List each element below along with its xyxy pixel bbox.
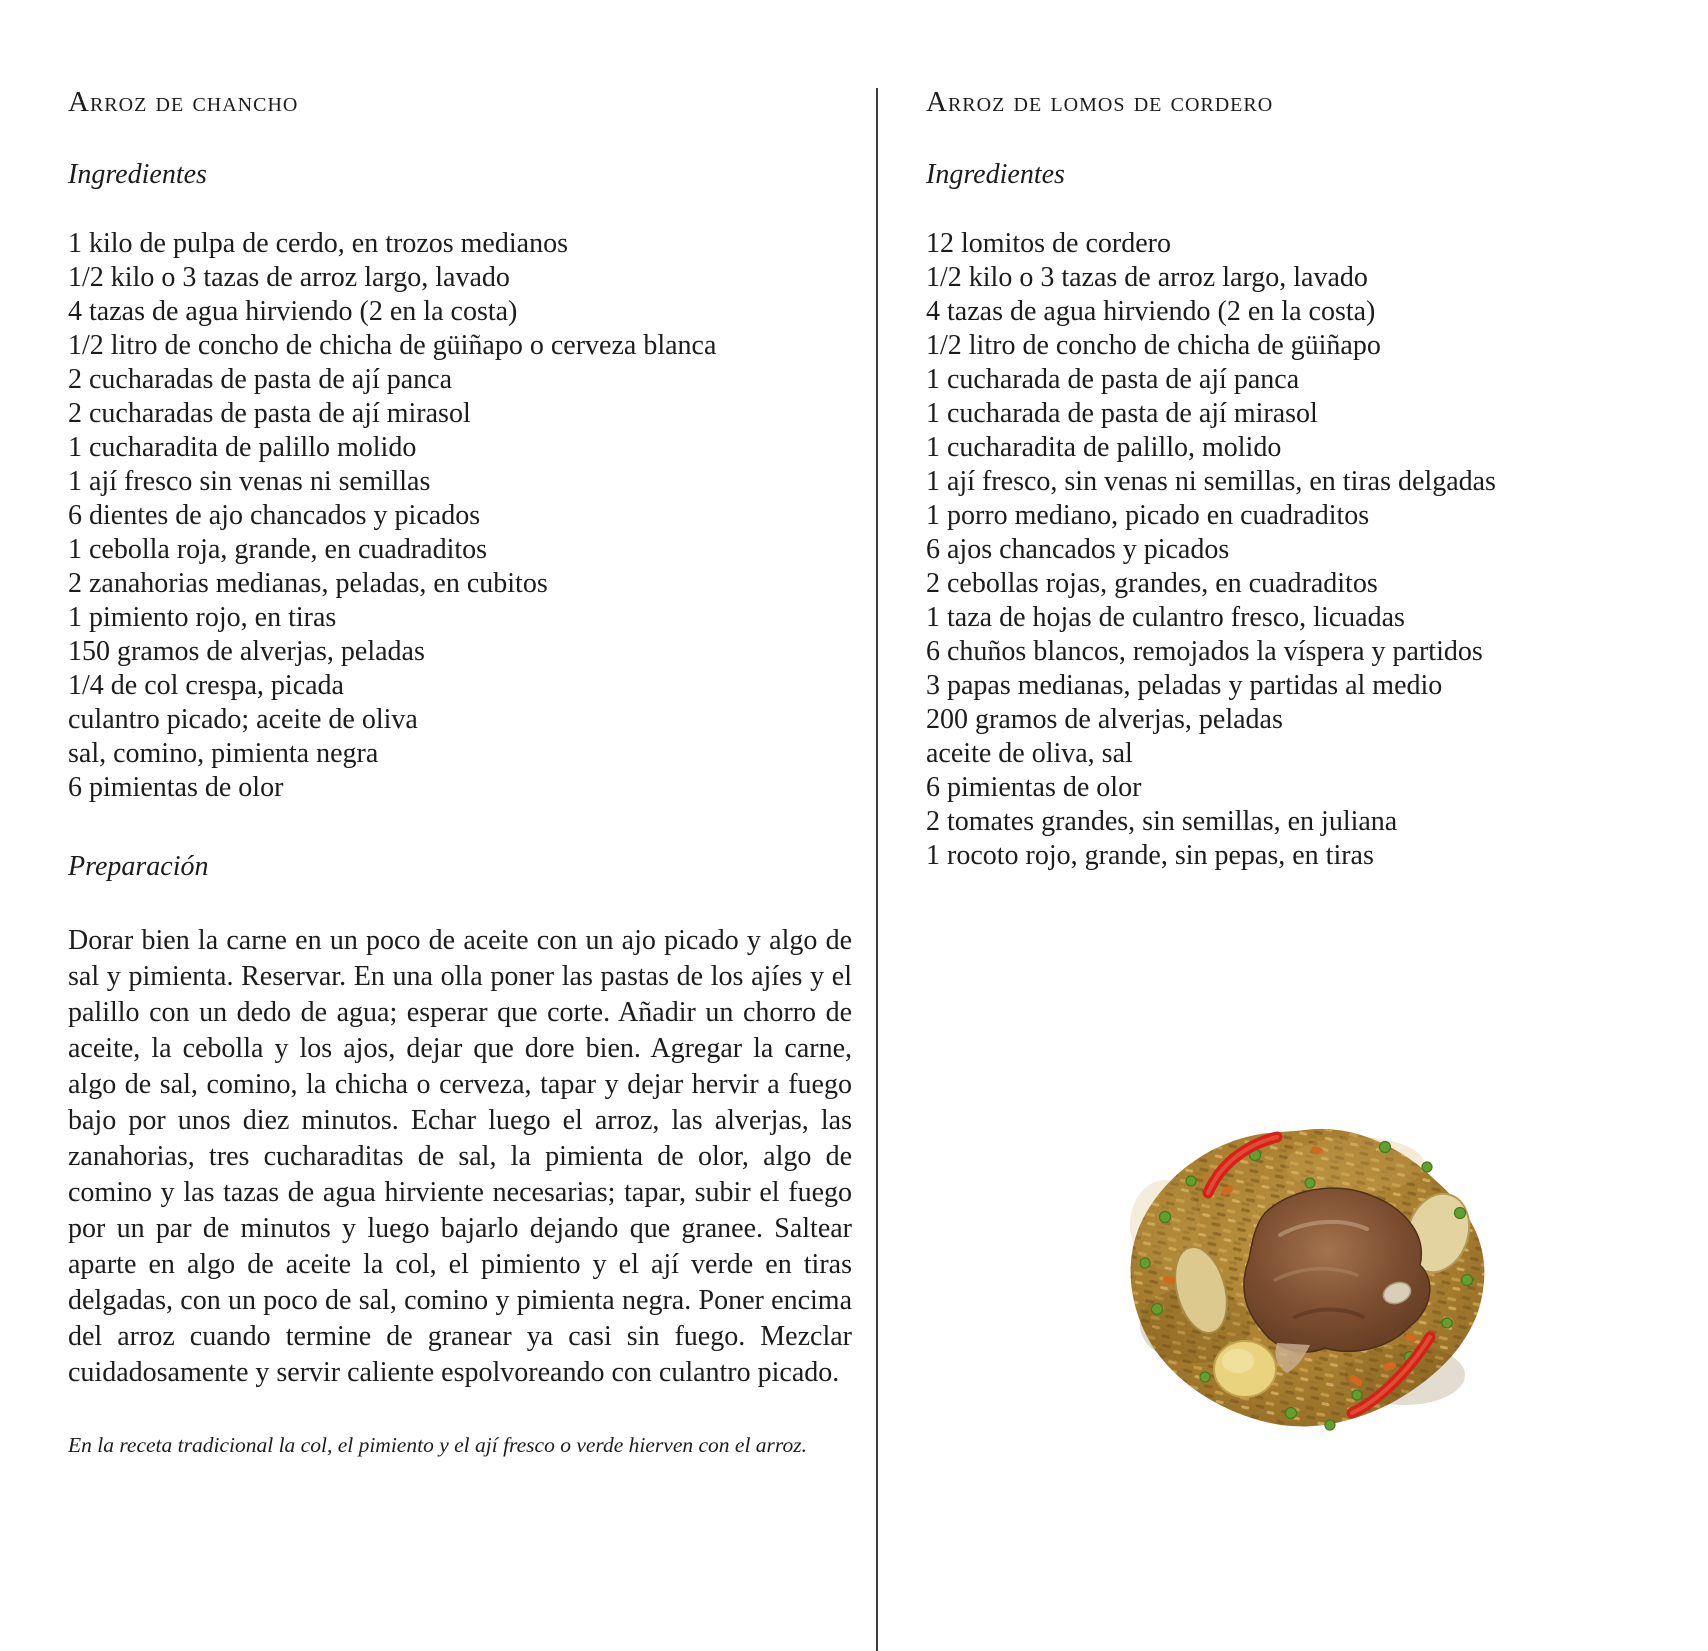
ingredient-line: 2 tomates grandes, sin semillas, en juliana: [926, 806, 1398, 837]
ingredient-line: 6 ajos chancados y picados: [926, 534, 1230, 565]
ingredient-line: 2 cebollas rojas, grandes, en cuadraditos: [926, 568, 1378, 599]
recipe-title-left: Arroz de chancho: [68, 86, 299, 118]
recipe-right: [926, 86, 1662, 873]
ingredient-line: 1 rocoto rojo, grande, sin pepas, en tiras: [926, 840, 1374, 871]
ingredients-list-right: [926, 227, 1662, 873]
ingredient-line: 1 cebolla roja, grande, en cuadraditos: [68, 534, 488, 565]
ingredient-line: 1 cucharadita de palillo molido: [68, 432, 417, 463]
column-divider: [876, 88, 878, 1651]
ingredient-line: 1 ají fresco, sin venas ni semillas, en tiras delgadas: [926, 466, 1496, 497]
ingredient-line: 1 ají fresco sin venas ni semillas: [68, 466, 431, 497]
ingredient-line: 1/4 de col crespa, picada: [68, 670, 344, 701]
ingredient-line: 2 cucharadas de pasta de ají panca: [68, 364, 453, 395]
recipe-footnote: En la receta tradicional la col, el pimiento y el ají fresco o verde hierven con el arroz.: [68, 1433, 807, 1457]
dish-photo-illustration: [1105, 1095, 1505, 1455]
ingredient-line: 4 tazas de agua hirviendo (2 en la costa): [68, 296, 518, 327]
ingredient-line: 6 chuños blancos, remojados la víspera y partidos: [926, 636, 1483, 667]
ingredient-line: 6 pimientas de olor: [68, 772, 284, 803]
ingredient-line: 12 lomitos de cordero: [926, 228, 1171, 259]
ingredients-heading-right: Ingredientes: [926, 159, 1065, 190]
ingredient-line: sal, comino, pimienta negra: [68, 738, 379, 769]
recipe-left: [68, 86, 852, 1458]
dish-photo: [1105, 1095, 1505, 1455]
ingredient-line: 1 cucharadita de palillo, molido: [926, 432, 1282, 463]
ingredient-line: aceite de oliva, sal: [926, 738, 1133, 769]
ingredient-line: 1 kilo de pulpa de cerdo, en trozos medianos: [68, 228, 568, 259]
ingredient-line: 1/2 litro de concho de chicha de güiñapo: [926, 330, 1381, 361]
ingredient-line: 1 pimiento rojo, en tiras: [68, 602, 337, 633]
ingredient-line: 1 porro mediano, picado en cuadraditos: [926, 500, 1370, 531]
ingredient-line: 3 papas medianas, peladas y partidas al medio: [926, 670, 1443, 701]
ingredients-list-left: [68, 227, 852, 805]
ingredient-line: 1/2 litro de concho de chicha de güiñapo o cerveza blanca: [68, 330, 717, 361]
preparation-heading: Preparación: [68, 851, 209, 882]
recipe-title-right: Arroz de lomos de cordero: [926, 86, 1274, 118]
preparation-text: Dorar bien la carne en un poco de aceite con un ajo picado y algo de sal y pimienta. Reservar. En una olla poner las pastas de los ajíes y el palillo con un dedo de agua; esperar que corte. Añadir un chorro de aceite, la cebolla y los ajos, dejar que dore bien. Agregar la carne, algo de sal, comino, la chicha o cerveza, tapar y dejar hervir a fuego bajo por unos diez minutos. Echar luego el arroz, las alverjas, las zanahorias, tres cucharaditas de sal, la pimienta de olor, algo de comino y las tazas de agua hirviente necesarias; tapar, subir el fuego por un par de minutos y luego bajarlo dejando que granee. Saltear aparte en algo de aceite la col, el pimiento y el ají verde en tiras delgadas, con un poco de sal, comino y pimienta negra. Poner encima del arroz cuando termine de granear ya casi sin fuego. Mezclar cuidadosamente y servir caliente espolvoreando con culantro picado.: [68, 925, 852, 1388]
ingredient-line: culantro picado; aceite de oliva: [68, 704, 418, 735]
ingredients-heading-left: Ingredientes: [68, 159, 207, 190]
ingredient-line: 200 gramos de alverjas, peladas: [926, 704, 1283, 735]
ingredient-line: 150 gramos de alverjas, peladas: [68, 636, 425, 667]
ingredient-line: 4 tazas de agua hirviendo (2 en la costa): [926, 296, 1376, 327]
ingredient-line: 1/2 kilo o 3 tazas de arroz largo, lavado: [926, 262, 1368, 293]
ingredient-line: 1 cucharada de pasta de ají panca: [926, 364, 1300, 395]
ingredient-line: 2 zanahorias medianas, peladas, en cubitos: [68, 568, 548, 599]
ingredient-line: 2 cucharadas de pasta de ají mirasol: [68, 398, 471, 429]
ingredient-line: 6 dientes de ajo chancados y picados: [68, 500, 481, 531]
ingredient-line: 1/2 kilo o 3 tazas de arroz largo, lavado: [68, 262, 510, 293]
ingredient-line: 6 pimientas de olor: [926, 772, 1142, 803]
ingredient-line: 1 cucharada de pasta de ají mirasol: [926, 398, 1318, 429]
ingredient-line: 1 taza de hojas de culantro fresco, licuadas: [926, 602, 1405, 633]
